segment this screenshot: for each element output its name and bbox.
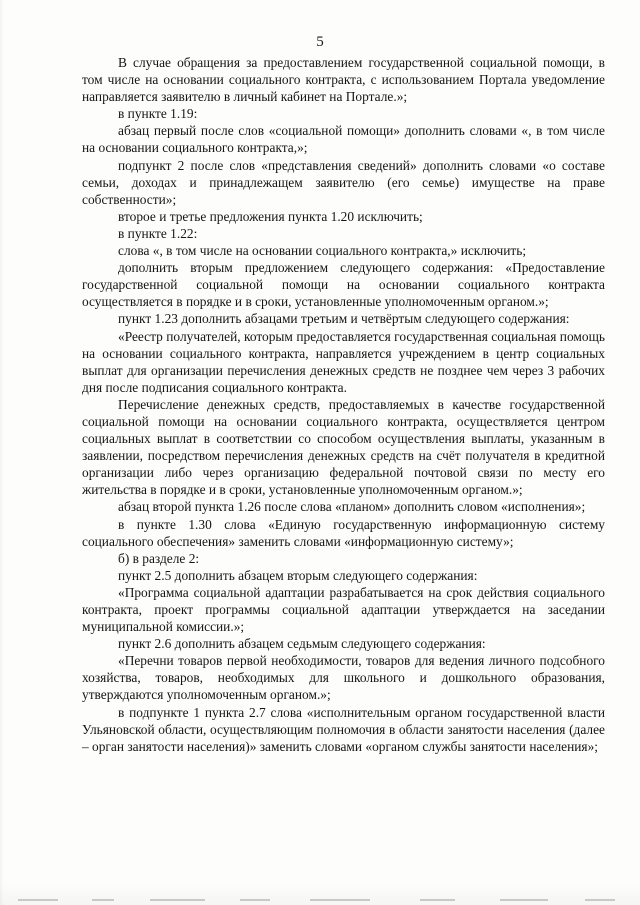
paragraph: пункт 1.23 дополнить абзацами третьим и четвёртым следующего содержания: — [118, 311, 570, 327]
scan-bottom-edge — [0, 883, 640, 905]
document-body — [82, 54, 605, 755]
paragraph: «Программа социальной адаптации разрабатывается на срок действия социального контракта, проект программы социальной адаптации утверждается на заседании муниципальной комиссии.»; — [82, 584, 605, 635]
paragraph: Перечисление денежных средств, предоставляемых в качестве государственной социальной помощи на основании социального контракта, осуществляется центром социальных выплат в соответствии со способом осуществления выплаты, указанным в заявлении, посредством перечисления денежных средств на счёт получателя в кредитной организации либо через организацию федеральной почтовой связи по месту его жительства в порядке и в сроки, установленные уполномоченным органом.»; — [82, 396, 605, 498]
paragraph: «Реестр получателей, которым предоставляется государственная социальная помощь на основании социального контракта, направляется учреждением в центр социальных выплат для организации перечисления денежных средств не позднее чем через 3 рабочих дня после подписания социального контракта. — [82, 328, 605, 395]
paragraph: «Перечни товаров первой необходимости, товаров для ведения личного подсобного хозяйства, товаров, необходимых для школьного и дошкольного образования, утверждаются уполномоченным органом.»; — [82, 653, 605, 703]
paragraph: В случае обращения за предоставлением государственной социальной помощи, в том числе на основании социального контракта, с использованием Портала уведомление направляется заявителю в личный кабинет на Портале.»; — [82, 55, 605, 105]
paragraph: абзац первый после слов «социальной помощи» дополнить словами «, в том числе на основании социального контракта,»; — [82, 123, 605, 156]
paragraph: второе и третье предложения пункта 1.20 исключить; — [118, 208, 423, 224]
paragraph: слова «, в том числе на основании социального контракта,» исключить; — [118, 243, 527, 259]
paragraph: абзац второй пункта 1.26 после слова «планом» дополнить словом «исполнения»; — [118, 499, 586, 515]
scan-shadow — [0, 0, 4, 905]
paragraph: пункт 2.6 дополнить абзацем седьмым следующего содержания: — [118, 636, 486, 652]
paragraph: в пункте 1.22: — [118, 225, 198, 241]
paragraph: в подпункте 1 пункта 2.7 слова «исполнительным органом государственной власти Ульяновской области, осуществляющим полномочия в области занятости населения (далее – орган занятости населения)» заменить словами «органом службы занятости населения»; — [82, 704, 605, 754]
paragraph: дополнить вторым предложением следующего содержания: «Предоставление государственной социальной помощи на основании социального контракта осуществляется в порядке и в сроки, установленные уполномоченным органом.»; — [82, 260, 605, 310]
paragraph: пункт 2.5 дополнить абзацем вторым следующего содержания: — [118, 567, 478, 583]
paragraph: подпункт 2 после слов «представления сведений» дополнить словами «о составе семьи, доходах и принадлежащем заявителю (его семье) имуществе на праве собственности»; — [82, 157, 605, 207]
paragraph: б) в разделе 2: — [118, 550, 200, 566]
scan-noise — [0, 895, 640, 901]
paragraph: в пункте 1.19: — [118, 106, 198, 122]
paragraph: в пункте 1.30 слова «Единую государственную информационную систему социального обеспечения» заменить словами «информационную систему»; — [82, 516, 605, 549]
page-number: 5 — [316, 34, 324, 50]
